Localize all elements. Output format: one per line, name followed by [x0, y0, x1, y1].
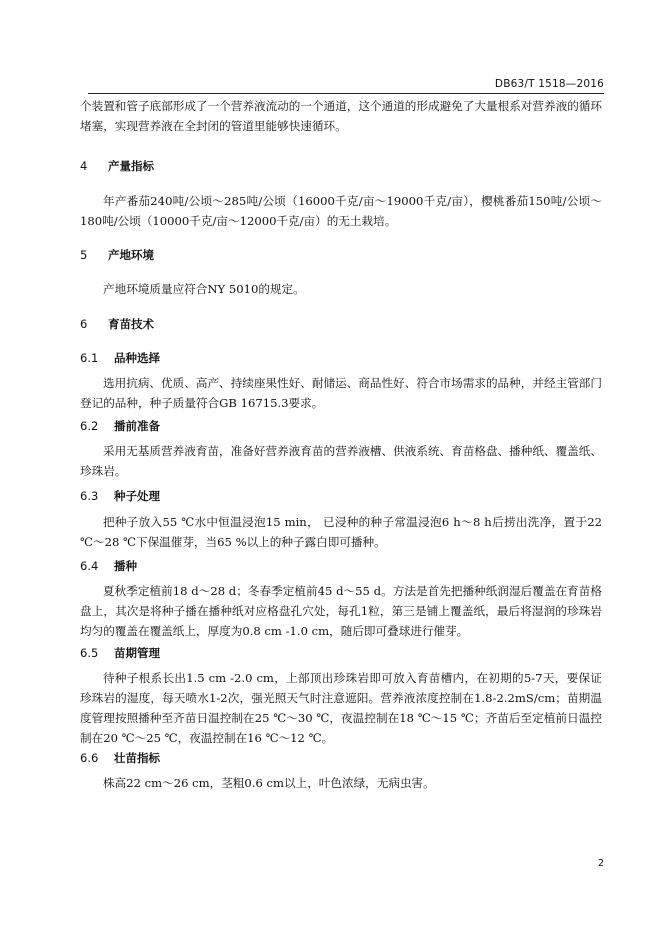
- heading-6-6-number: 6.6: [80, 751, 99, 765]
- page-number: 2: [597, 858, 604, 869]
- doc-code: DB63/T 1518—2016: [494, 78, 604, 90]
- paragraph-6-1: 选用抗病、优质、高产、持续座果性好、耐储运、商品性好、符合市场需求的品种，并经主管部门登记的品种，种子质量符合GB 16715.3要求。: [80, 376, 602, 410]
- heading-5-number: 5: [80, 248, 88, 262]
- heading-6-6: [80, 750, 160, 766]
- header-rule: [88, 93, 604, 94]
- heading-6-3-number: 6.3: [80, 489, 99, 503]
- heading-5: [80, 247, 154, 263]
- heading-4: [80, 158, 154, 174]
- paragraph-5: 产地环境质量应符合NY 5010的规定。: [103, 282, 305, 296]
- heading-6-6-title: 壮苗指标: [114, 751, 160, 765]
- intro-paragraph: 个装置和管子底部形成了一个营养液流动的一个通道，这个通道的形成避免了大量根系对营养液的循环堵塞，实现营养液在全封闭的管道里能够快速循环。: [80, 99, 602, 133]
- heading-6-title: 育苗技术: [108, 317, 154, 331]
- heading-6-1: [80, 350, 160, 366]
- heading-6-5-title: 苗期管理: [114, 646, 160, 660]
- heading-6-1-title: 品种选择: [114, 351, 160, 365]
- heading-4-title: 产量指标: [108, 159, 154, 173]
- paragraph-6-5: 待种子根系长出1.5 cm -2.0 cm，上部顶出珍珠岩即可放入育苗槽内，在初期的5-7天，要保证珍珠岩的湿度，每天喷水1-2次，强光照天气时注意遮阳。营养液浓度控制在1.8-2.2mS/cm；苗期温度管理按照播种至齐苗日温控制在25 ℃～30 ℃，夜温控制在18 ℃～15 ℃；齐苗后至定植前日温控制在20 ℃～25 ℃，夜温控制在16 ℃～12 ℃。: [80, 671, 602, 745]
- paragraph-6-6: 株高22 cm～26 cm，茎粗0.6 cm以上，叶色浓绿，无病虫害。: [103, 776, 435, 790]
- heading-6-2-number: 6.2: [80, 419, 99, 433]
- heading-6-4: [80, 558, 137, 574]
- heading-6-3: [80, 488, 160, 504]
- paragraph-6-3: 把种子放入55 ℃水中恒温浸泡15 min， 已浸种的种子常温浸泡6 h～8 h后捞出洗净，置于22 ℃～28 ℃下保温催芽，当65 %以上的种子露白即可播种。: [80, 515, 602, 549]
- heading-6-5: [80, 645, 160, 661]
- heading-6-2: [80, 418, 160, 434]
- heading-4-number: 4: [80, 159, 88, 173]
- heading-6: [80, 316, 154, 332]
- heading-5-title: 产地环境: [108, 248, 154, 262]
- heading-6-2-title: 播前准备: [114, 419, 160, 433]
- heading-6-1-number: 6.1: [80, 351, 99, 365]
- paragraph-6-2: 采用无基质营养液育苗，准备好营养液育苗的营养液槽、供液系统、育苗格盘、播种纸、覆盖纸、珍珠岩。: [80, 444, 602, 478]
- paragraph-4: 年产番茄240吨/公顷～285吨/公顷（16000千克/亩～19000千克/亩），樱桃番茄150吨/公顷～180吨/公顷（10000千克/亩～12000千克/亩）的无土栽培。: [80, 194, 602, 228]
- heading-6-4-title: 播种: [114, 559, 137, 573]
- heading-6-5-number: 6.5: [80, 646, 99, 660]
- heading-6-3-title: 种子处理: [114, 489, 160, 503]
- paragraph-6-4: 夏秋季定植前18 d～28 d；冬春季定植前45 d～55 d。方法是首先把播种纸润湿后覆盖在育苗格盘上，其次是将种子播在播种纸对应格盘孔穴处，每孔1粒，第三是铺上覆盖纸，最后将湿润的珍珠岩均匀的覆盖在覆盖纸上，厚度为0.8 cm -1.0 cm，随后即可叠球进行催芽。: [80, 584, 602, 638]
- heading-6-4-number: 6.4: [80, 559, 99, 573]
- heading-6-number: 6: [80, 317, 88, 331]
